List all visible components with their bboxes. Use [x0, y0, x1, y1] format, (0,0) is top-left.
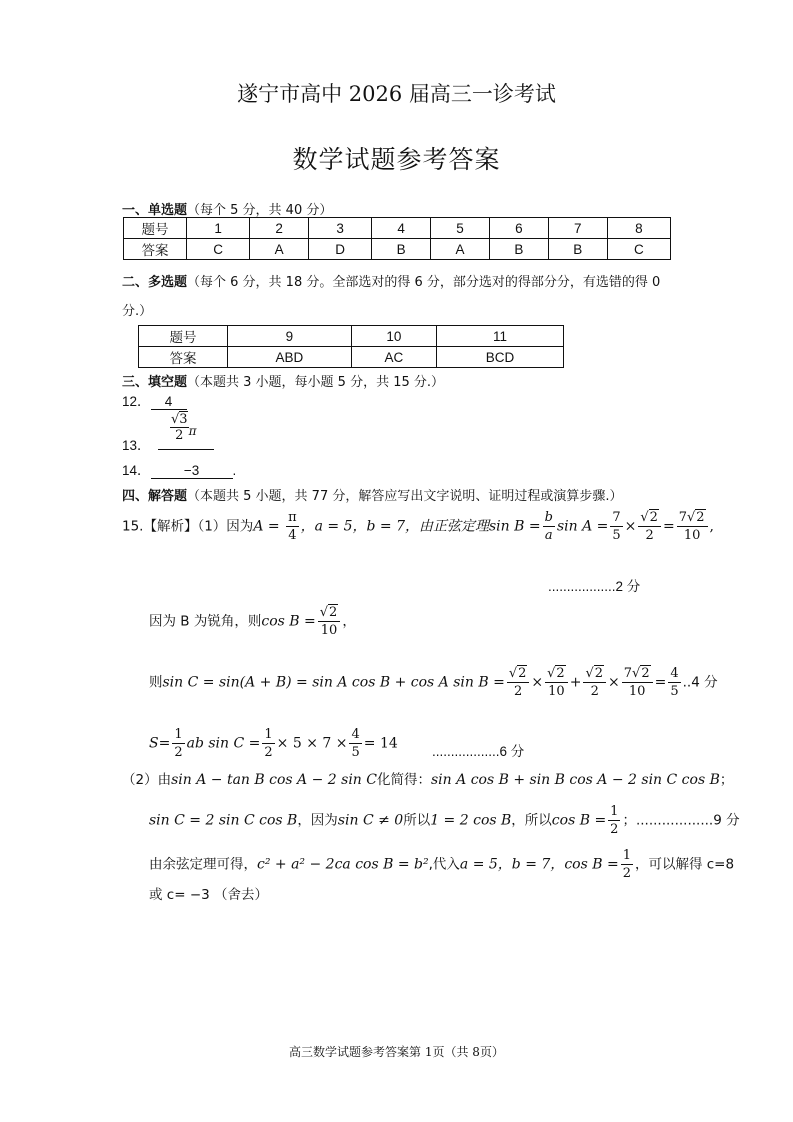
- q15-line1: 15.【解析】（1）因为A = $\frac{\pi}{4}$ ，a = 5，b = 7，由正弦定理sin B = $\frac{b}{a}$ sin A = $\frac{7}{5}$ × $\frac{√2}{2}$ = $\frac{7√2}{10}$ ,: [122, 510, 714, 543]
- page-footer: 高三数学试题参考答案第 1页（共 8页）: [289, 1045, 504, 1059]
- table-cell: 7: [548, 218, 607, 239]
- table-row: [124, 239, 671, 260]
- section2-heading: 二、多选题（每个 6 分，共 18 分。全部选对的得 6 分，部分选对的得部分分，有选错的得 0: [122, 275, 661, 290]
- answer-13-fraction: $\frac{√3}{2}$ π: [171, 412, 197, 443]
- table-cell: 5: [431, 218, 490, 239]
- table-cell: ABD: [228, 347, 352, 368]
- table-cell: A: [431, 239, 490, 260]
- table-cell: 11: [436, 326, 563, 347]
- table-cell: 9: [228, 326, 352, 347]
- table-row: [139, 347, 564, 368]
- table-cell: B: [490, 239, 549, 260]
- row-label: 答案: [139, 347, 228, 368]
- table-row: [139, 326, 564, 347]
- answer-12: 12． 4: [122, 390, 187, 410]
- q15-law-cosines: 由余弦定理可得，c² + a² − 2ca cos B = b²,代入a = 5，b = 7，cos B = $\frac{1}{2}$ ，可以解得 c=8: [149, 848, 735, 881]
- q15-sinC: 则sin C = sin(A + B) = sin A cos B + cos A sin B = $\frac{√2}{2}$ × $\frac{√2}{10}$ + $\frac{√2}{2}$ × $\frac{7√2}{10}$ = $\frac{4}{5}$ ..4 分: [149, 666, 718, 699]
- table-row: [124, 218, 671, 239]
- q15-part2-line2: sin C = 2 sin C cos B，因为sin C ≠ 0所以1 = 2 cos B，所以cos B = $\frac{1}{2}$ ；..................9 分: [149, 804, 740, 837]
- table-cell: D: [309, 239, 372, 260]
- table-cell: B: [548, 239, 607, 260]
- table-cell: 10: [351, 326, 436, 347]
- answer-14: 14． −3 .: [122, 463, 237, 478]
- q15-part2: （2）由sin A − tan B cos A − 2 sin C化简得：sin A cos B + sin B cos A − 2 sin C cos B；: [122, 772, 734, 788]
- score-6: ..................6 分: [432, 744, 525, 759]
- table-cell: B: [372, 239, 431, 260]
- table-cell: AC: [351, 347, 436, 368]
- score-2: ..................2 分: [548, 579, 641, 594]
- table-cell: 8: [607, 218, 670, 239]
- q15-cosB: 因为 B 为锐角，则cos B = $\frac{√2}{10}$ ，: [149, 605, 356, 638]
- section2-note-cont: 分.）: [122, 304, 153, 319]
- row-label: 题号: [124, 218, 187, 239]
- table-cell: A: [250, 239, 309, 260]
- q15-final: 或 c= −3 （舍去）: [149, 887, 269, 903]
- row-label: 答案: [124, 239, 187, 260]
- single-choice-table: [123, 217, 671, 260]
- table-cell: C: [187, 239, 250, 260]
- table-cell: 1: [187, 218, 250, 239]
- answer-12-value: 4: [151, 394, 187, 410]
- q15-area: S= $\frac{1}{2}$ ab sin C = $\frac{1}{2}$ × 5 × 7 × $\frac{4}{5}$ = 14: [149, 727, 398, 760]
- section3-heading: 三、填空题（本题共 3 小题，每小题 5 分，共 15 分.）: [122, 375, 445, 390]
- answer-key-title: 数学试题参考答案: [292, 145, 501, 174]
- section1-heading: 一、单选题（每个 5 分，共 40 分）: [122, 203, 333, 218]
- table-cell: 4: [372, 218, 431, 239]
- answer-14-value: −3: [151, 463, 233, 479]
- section4-heading: 四、解答题（本题共 5 小题，共 77 分，解答应写出文字说明、证明过程或演算步骤.）: [122, 489, 623, 504]
- table-cell: 6: [490, 218, 549, 239]
- table-cell: C: [607, 239, 670, 260]
- table-cell: 3: [309, 218, 372, 239]
- row-label: 题号: [139, 326, 228, 347]
- multi-choice-table: [138, 325, 564, 368]
- exam-title: 遂宁市高中 2026 届高三一诊考试: [237, 82, 556, 106]
- table-cell: BCD: [436, 347, 563, 368]
- table-cell: 2: [250, 218, 309, 239]
